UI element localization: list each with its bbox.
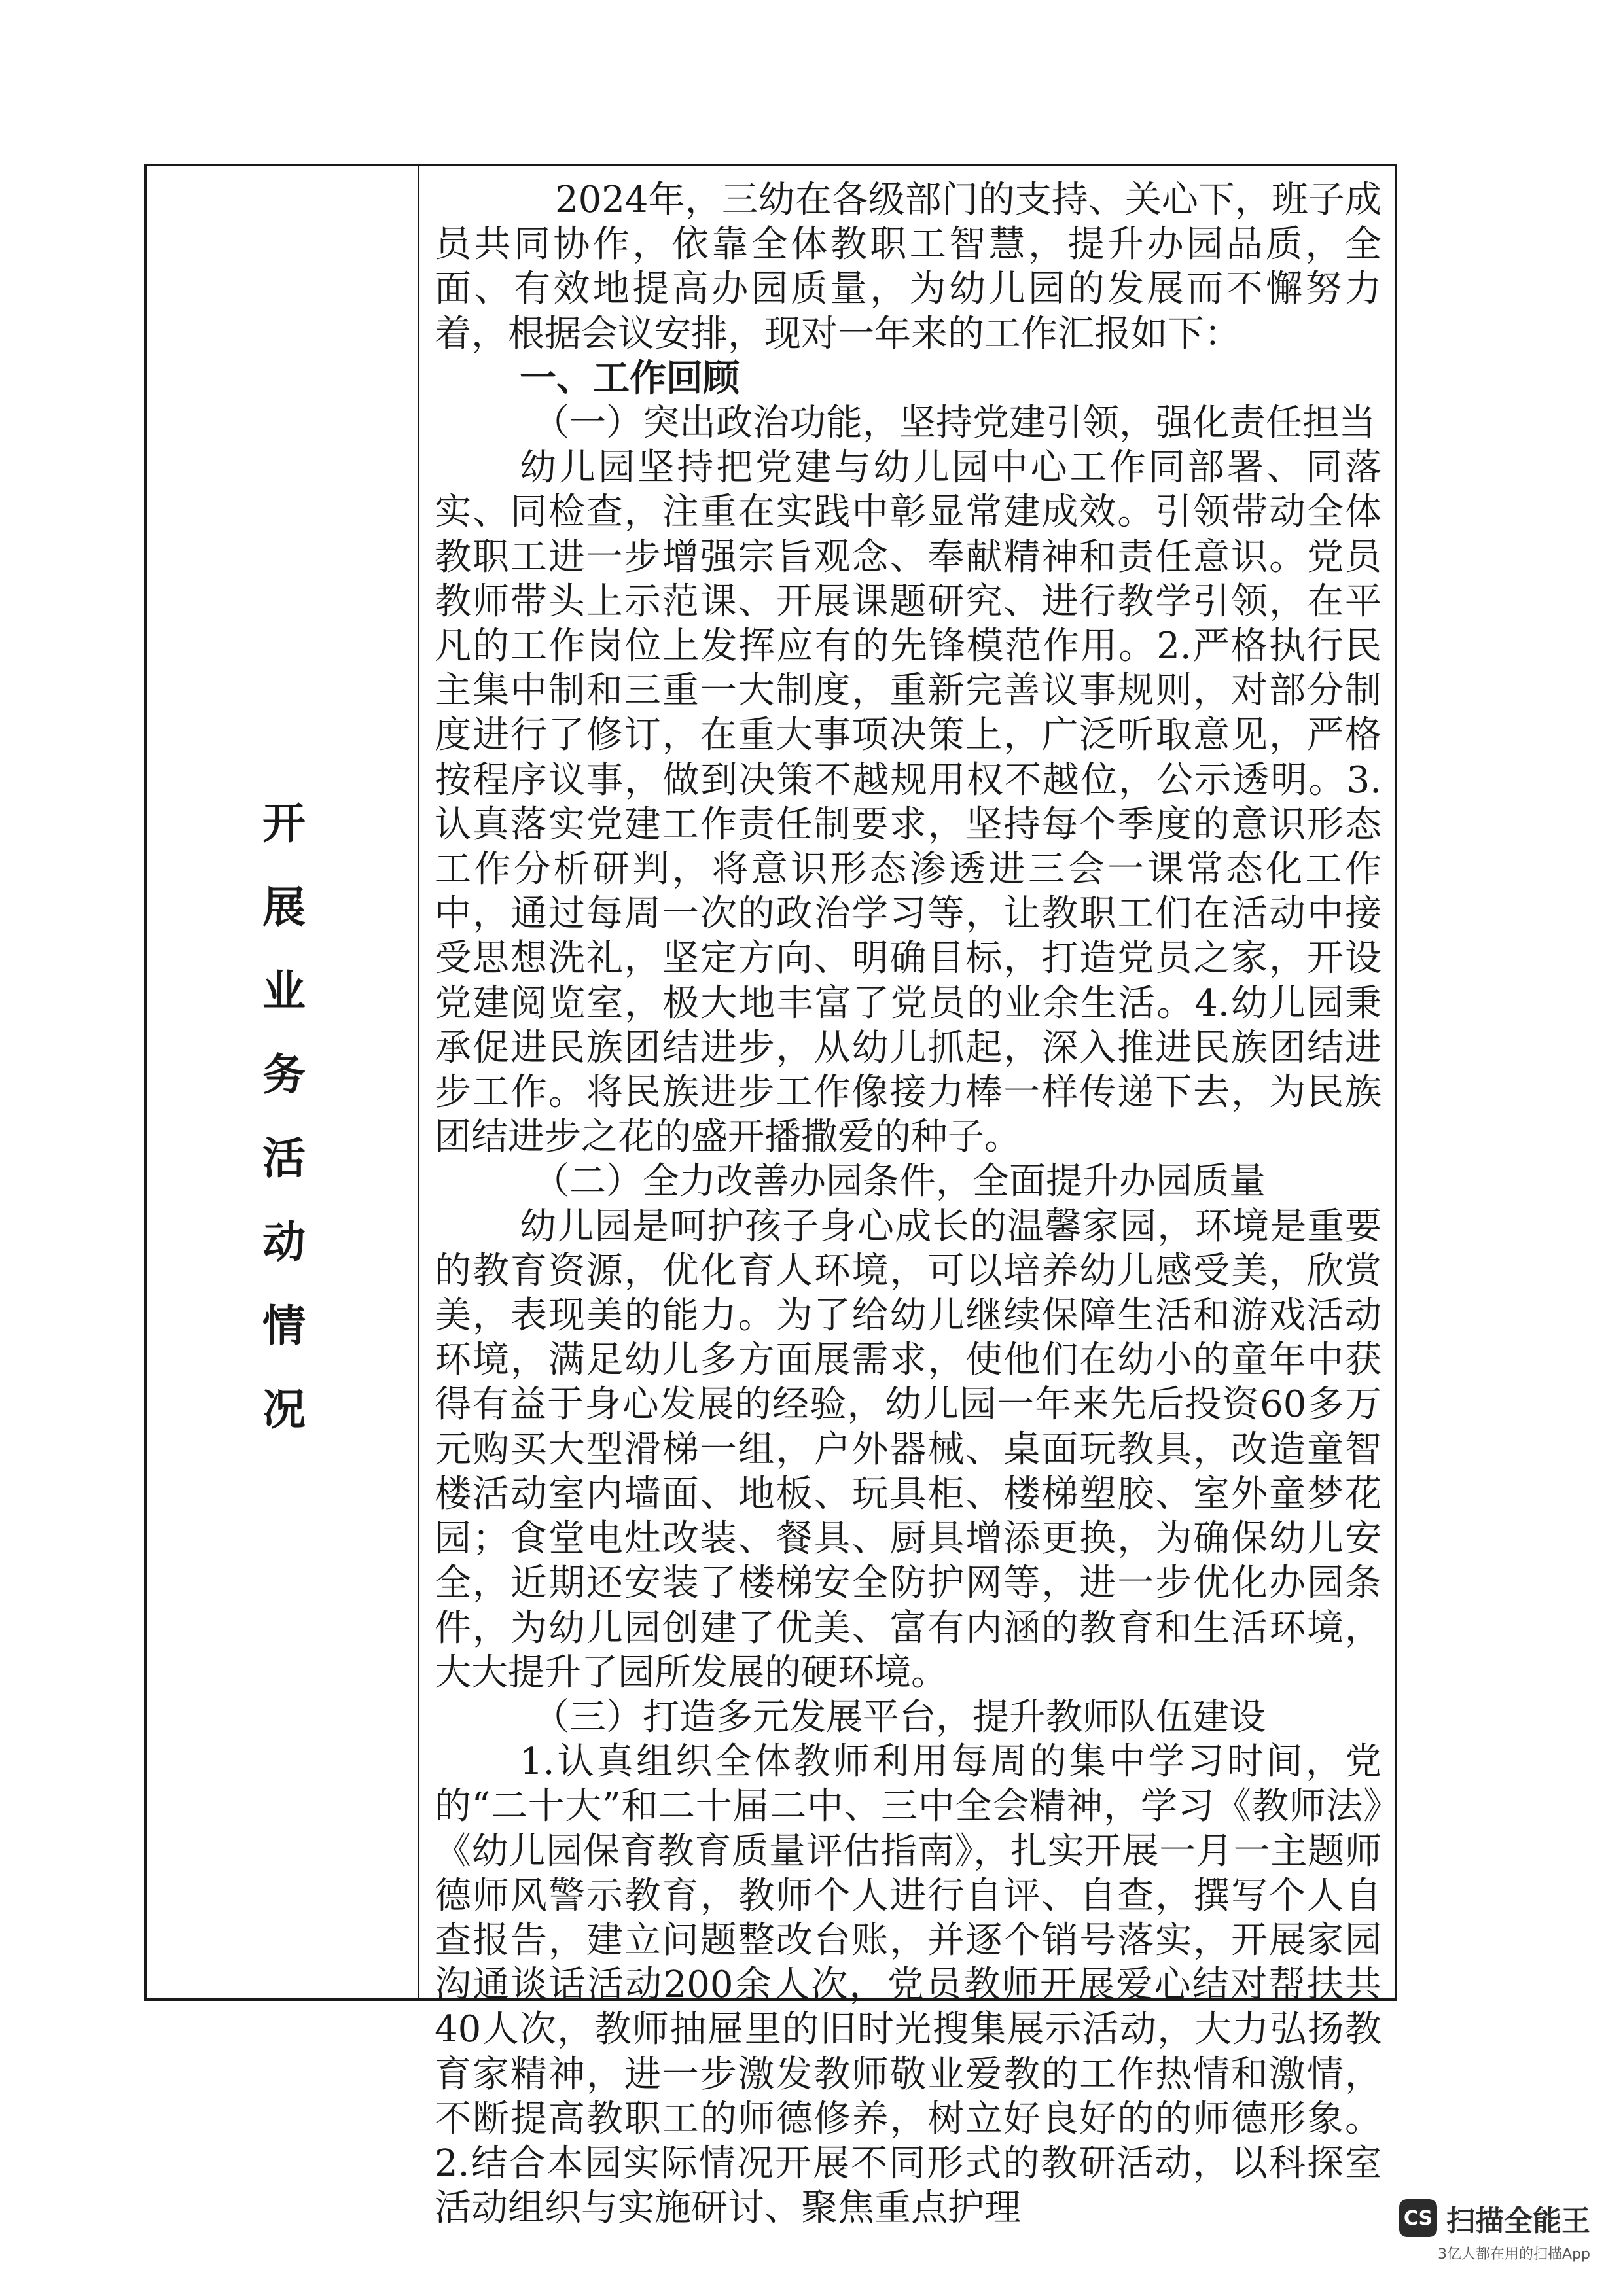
form-table bbox=[144, 164, 1397, 2230]
subsection-2-body: 幼儿园是呵护孩子身心成长的温馨家园，环境是重要的教育资源，优化育人环境，可以培养幼儿感受美，欣赏美，表现美的能力。为了给幼儿继续保障生活和游戏活动环境，满足幼儿多方面展需求，使他们在幼小的童年中获得有益于身心发展的经验，幼儿园一年来先后投资60多万元购买大型滑梯一组，户外器械、桌面玩教具，改造童智楼活动室内墙面、地板、玩具柜、楼梯塑胶、室外童梦花园；食堂电灶改装、餐具、厨具增添更换，为确保幼儿安全，近期还安装了楼梯安全防护网等，进一步优化办园条件，为幼儿园创建了优美、富有内涵的教育和生活环境，大大提升了园所发展的硬环境。 bbox=[435, 1205, 1382, 1694]
camscanner-logo-icon: CS bbox=[1399, 2199, 1437, 2237]
watermark-tagline: 3亿人都在用的扫描App bbox=[1438, 2246, 1590, 2263]
scanner-watermark bbox=[1399, 2197, 1590, 2263]
label-char: 业 bbox=[262, 965, 306, 1016]
label-char: 务 bbox=[262, 1049, 306, 1100]
subsection-1-body: 幼儿园坚持把党建与幼儿园中心工作同部署、同落实、同检查，注重在实践中彰显常建成效。引领带动全体教职工进一步增强宗旨观念、奉献精神和责任意识。党员教师带头上示范课、开展课题研究、进行教学引领，在平凡的工作岗位上发挥应有的先锋模范作用。2.严格执行民主集中制和三重一大制度，重新完善议事规则，对部分制度进行了修订，在重大事项决策上，广泛听取意见，严格按程序议事，做到决策不越规用权不越位，公示透明。3.认真落实党建工作责任制要求，坚持每个季度的意识形态工作分析研判，将意识形态渗透进三会一课常态化工作中，通过每周一次的政治学习等，让教职工们在活动中接受思想洗礼，坚定方向、明确目标，打造党员之家，开设党建阅览室，极大地丰富了党员的业余生活。4.幼儿园秉承促进民族团结进步，从幼儿抓起，深入推进民族团结进步工作。将民族进步工作像接力棒一样传递下去，为民族团结进步之花的盛开播撒爱的种子。 bbox=[435, 446, 1382, 1159]
watermark-name: 扫描全能王 bbox=[1446, 2204, 1590, 2238]
label-char: 活 bbox=[262, 1133, 306, 1184]
section-heading: 一、工作回顾 bbox=[520, 357, 740, 400]
label-char: 情 bbox=[262, 1300, 306, 1351]
subsection-3-title: （三）打造多元发展平台，提升教师队伍建设 bbox=[533, 1695, 1266, 1739]
subsection-3-body: 1.认真组织全体教师利用每周的集中学习时间，党的“二十大”和二十届二中、三中全会精神，学习《教师法》《幼儿园保育教育质量评估指南》，扎实开展一月一主题师德师风警示教育，教师个人进行自评、自查，撰写个人自查报告，建立问题整改台账，并逐个销号落实，开展家园沟通谈话活动200余人次，党员教师开展爱心结对帮扶共40人次，教师抽屉里的旧时光搜集展示活动，大力弘扬教育家精神，进一步激发教师敬业爱教的工作热情和激情，不断提高教职工的师德修养，树立好良好的的师德形象。2.结合本园实际情况开展不同形式的教研活动，以科探室活动组织与实施研讨、聚焦重点护理 bbox=[435, 1740, 1382, 2230]
column-divider bbox=[418, 166, 419, 1998]
label-char: 开 bbox=[262, 798, 306, 849]
label-char: 展 bbox=[262, 881, 306, 932]
section-label-vertical bbox=[248, 781, 320, 1451]
intro-paragraph: 2024年，三幼在各级部门的支持、关心下，班子成员共同协作，依靠全体教职工智慧，提升办园品质，全面、有效地提高办园质量，为幼儿园的发展而不懈努力着，根据会议安排，现对一年来的工作汇报如下： bbox=[435, 179, 1382, 355]
subsection-2-title: （二）全力改善办园条件，全面提升办园质量 bbox=[533, 1160, 1266, 1203]
report-body bbox=[435, 178, 1382, 2231]
label-char: 动 bbox=[262, 1216, 306, 1267]
subsection-1-title: （一）突出政治功能，坚持党建引领，强化责任担当 bbox=[533, 402, 1376, 445]
label-char: 况 bbox=[262, 1384, 306, 1435]
